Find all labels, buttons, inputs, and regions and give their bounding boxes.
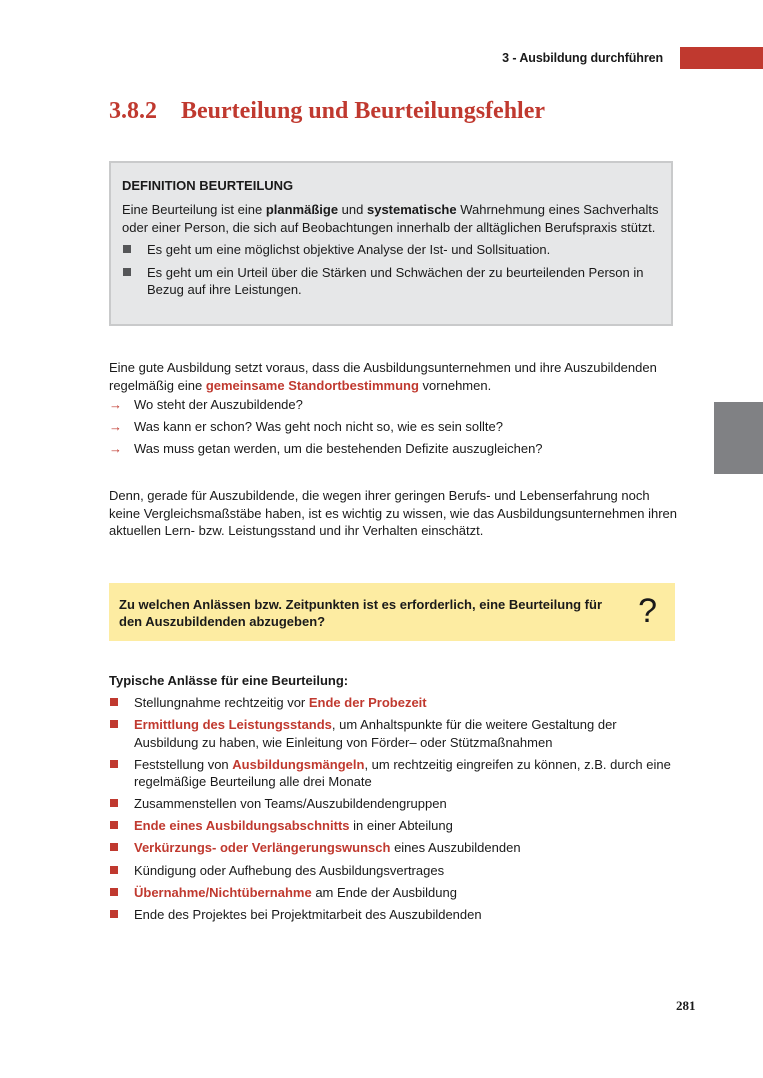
intro-text (109, 359, 679, 394)
item-text: , um Anhaltspunkte für die weitere Gestaltung der Ausbildung zu haben, wie Einleitung von Förder– oder Stützmaßnahmen (134, 717, 617, 750)
definition-text-part: und (338, 202, 367, 217)
item-text: Zusammenstellen von Teams/Auszubildendengruppen (134, 796, 447, 812)
square-bullet-icon (110, 843, 118, 851)
header-accent-bar (680, 47, 763, 69)
arrow-right-icon: → (109, 441, 122, 456)
list-item (109, 440, 679, 458)
item-highlight: Ende eines Ausbildungsabschnitts (134, 818, 350, 834)
list-item (109, 817, 679, 835)
section-title (109, 96, 545, 126)
list-item-text: Es geht um eine möglichst objektive Analyse der Ist- und Sollsituation. (147, 242, 551, 257)
list-item (109, 839, 679, 857)
list-item-text: Wo steht der Auszubildende? (134, 397, 303, 412)
square-bullet-icon (110, 760, 118, 768)
item-highlight: Ende der Probezeit (308, 695, 427, 710)
square-bullet-icon (110, 910, 118, 918)
item-text: eines Auszubildenden (390, 840, 521, 856)
item-highlight: Ermittlung des Leistungsstands (134, 717, 332, 733)
item-text: Ende des Projektes bei Projektmitarbeit des Auszubildenden (134, 906, 482, 922)
definition-text (122, 201, 659, 236)
list-item-text: Was muss getan werden, um die bestehenden Defizite auszugleichen? (134, 441, 543, 456)
page-number: 281 (676, 998, 696, 1013)
definition-bold-term: systematische (366, 202, 457, 217)
list-item (109, 795, 679, 813)
list-item (109, 756, 679, 791)
arrow-right-icon: → (109, 397, 122, 412)
item-text: in einer Abteilung (349, 818, 453, 834)
square-bullet-icon (110, 799, 118, 807)
definition-bold-term: planmäßige (265, 202, 339, 217)
question-list (109, 396, 679, 458)
item-text: Feststellung von (134, 756, 233, 772)
intro-paragraph (109, 359, 679, 462)
section-title-text: Beurteilung und Beurteilungsfehler (181, 98, 546, 124)
question-mark-icon: ? (638, 592, 657, 630)
square-bullet-icon (110, 698, 118, 706)
arrow-right-icon: → (109, 419, 122, 434)
list-item (109, 906, 679, 924)
occasions-title: Typische Anlässe für eine Beurteilung: (109, 673, 349, 688)
definition-title: DEFINITION BEURTEILUNG (122, 178, 294, 193)
list-item (122, 264, 659, 299)
body-paragraph: Denn, gerade für Auszubildende, die wegen ihrer geringen Berufs- und Lebenserfahrung noch keine Vergleichsmaßstäbe haben, ist es wichtig zu wissen, wie das Ausbildungsunternehmen ihren aktuellen Lern- bzw. Leistungsstand und ihr Verhalten einschätzt. (109, 488, 677, 538)
item-text: am Ende der Ausbildung (311, 884, 457, 900)
definition-box (109, 161, 673, 326)
item-text: Stellungnahme rechtzeitig vor (134, 695, 309, 710)
square-bullet-icon (110, 720, 118, 728)
square-bullet-icon (123, 268, 131, 276)
question-text: Zu welchen Anlässen bzw. Zeitpunkten ist es erforderlich, eine Beurteilung für den Auszubildenden abzugeben? (119, 597, 603, 629)
list-item (109, 884, 679, 902)
list-item-text: Es geht um ein Urteil über die Stärken und Schwächen der zu beurteilenden Person in Bezug auf ihre Leistungen. (147, 264, 644, 297)
occasions-list (109, 694, 679, 923)
square-bullet-icon (110, 866, 118, 874)
list-item (109, 862, 679, 880)
question-box (109, 583, 675, 641)
list-item-text: Was kann er schon? Was geht noch nicht so, wie es sein sollte? (134, 419, 504, 434)
intro-text-part: vornehmen. (418, 377, 492, 393)
running-head: 3 - Ausbildung durchführen (502, 51, 663, 65)
item-text: , um rechtzeitig eingreifen zu können, z.B. durch eine regelmäßige Beurteilung alle drei Monate (134, 756, 671, 790)
item-highlight: Verkürzungs- oder Verlängerungswunsch (134, 840, 391, 856)
definition-text-part: Wahrnehmung eines Sachverhalts oder einer Person, die sich auf Beobachtungen innerhalb der alltäglichen Berufspraxis stützt. (122, 202, 659, 235)
list-item (109, 694, 679, 712)
item-text: Kündigung oder Aufhebung des Ausbildungsvertrages (134, 862, 445, 878)
list-item (122, 241, 659, 259)
section-number: 3.8.2 (109, 98, 157, 124)
list-item (109, 418, 679, 436)
definition-bullets (122, 241, 659, 299)
definition-text-part: Eine Beurteilung ist eine (122, 202, 266, 217)
intro-text-part: Eine gute Ausbildung setzt voraus, dass die Ausbildungsunternehmen und ihre Auszubildenden regelmäßig eine (109, 360, 657, 393)
item-highlight: Ausbildungsmängeln (232, 756, 365, 772)
chapter-thumb-tab (714, 402, 763, 474)
intro-highlight: gemeinsame Standortbestimmung (205, 377, 419, 393)
square-bullet-icon (123, 245, 131, 253)
item-highlight: Übernahme/Nichtübernahme (134, 884, 312, 900)
list-item (109, 396, 679, 414)
list-item (109, 716, 679, 751)
square-bullet-icon (110, 888, 118, 896)
occasions-section (109, 672, 679, 928)
square-bullet-icon (110, 821, 118, 829)
